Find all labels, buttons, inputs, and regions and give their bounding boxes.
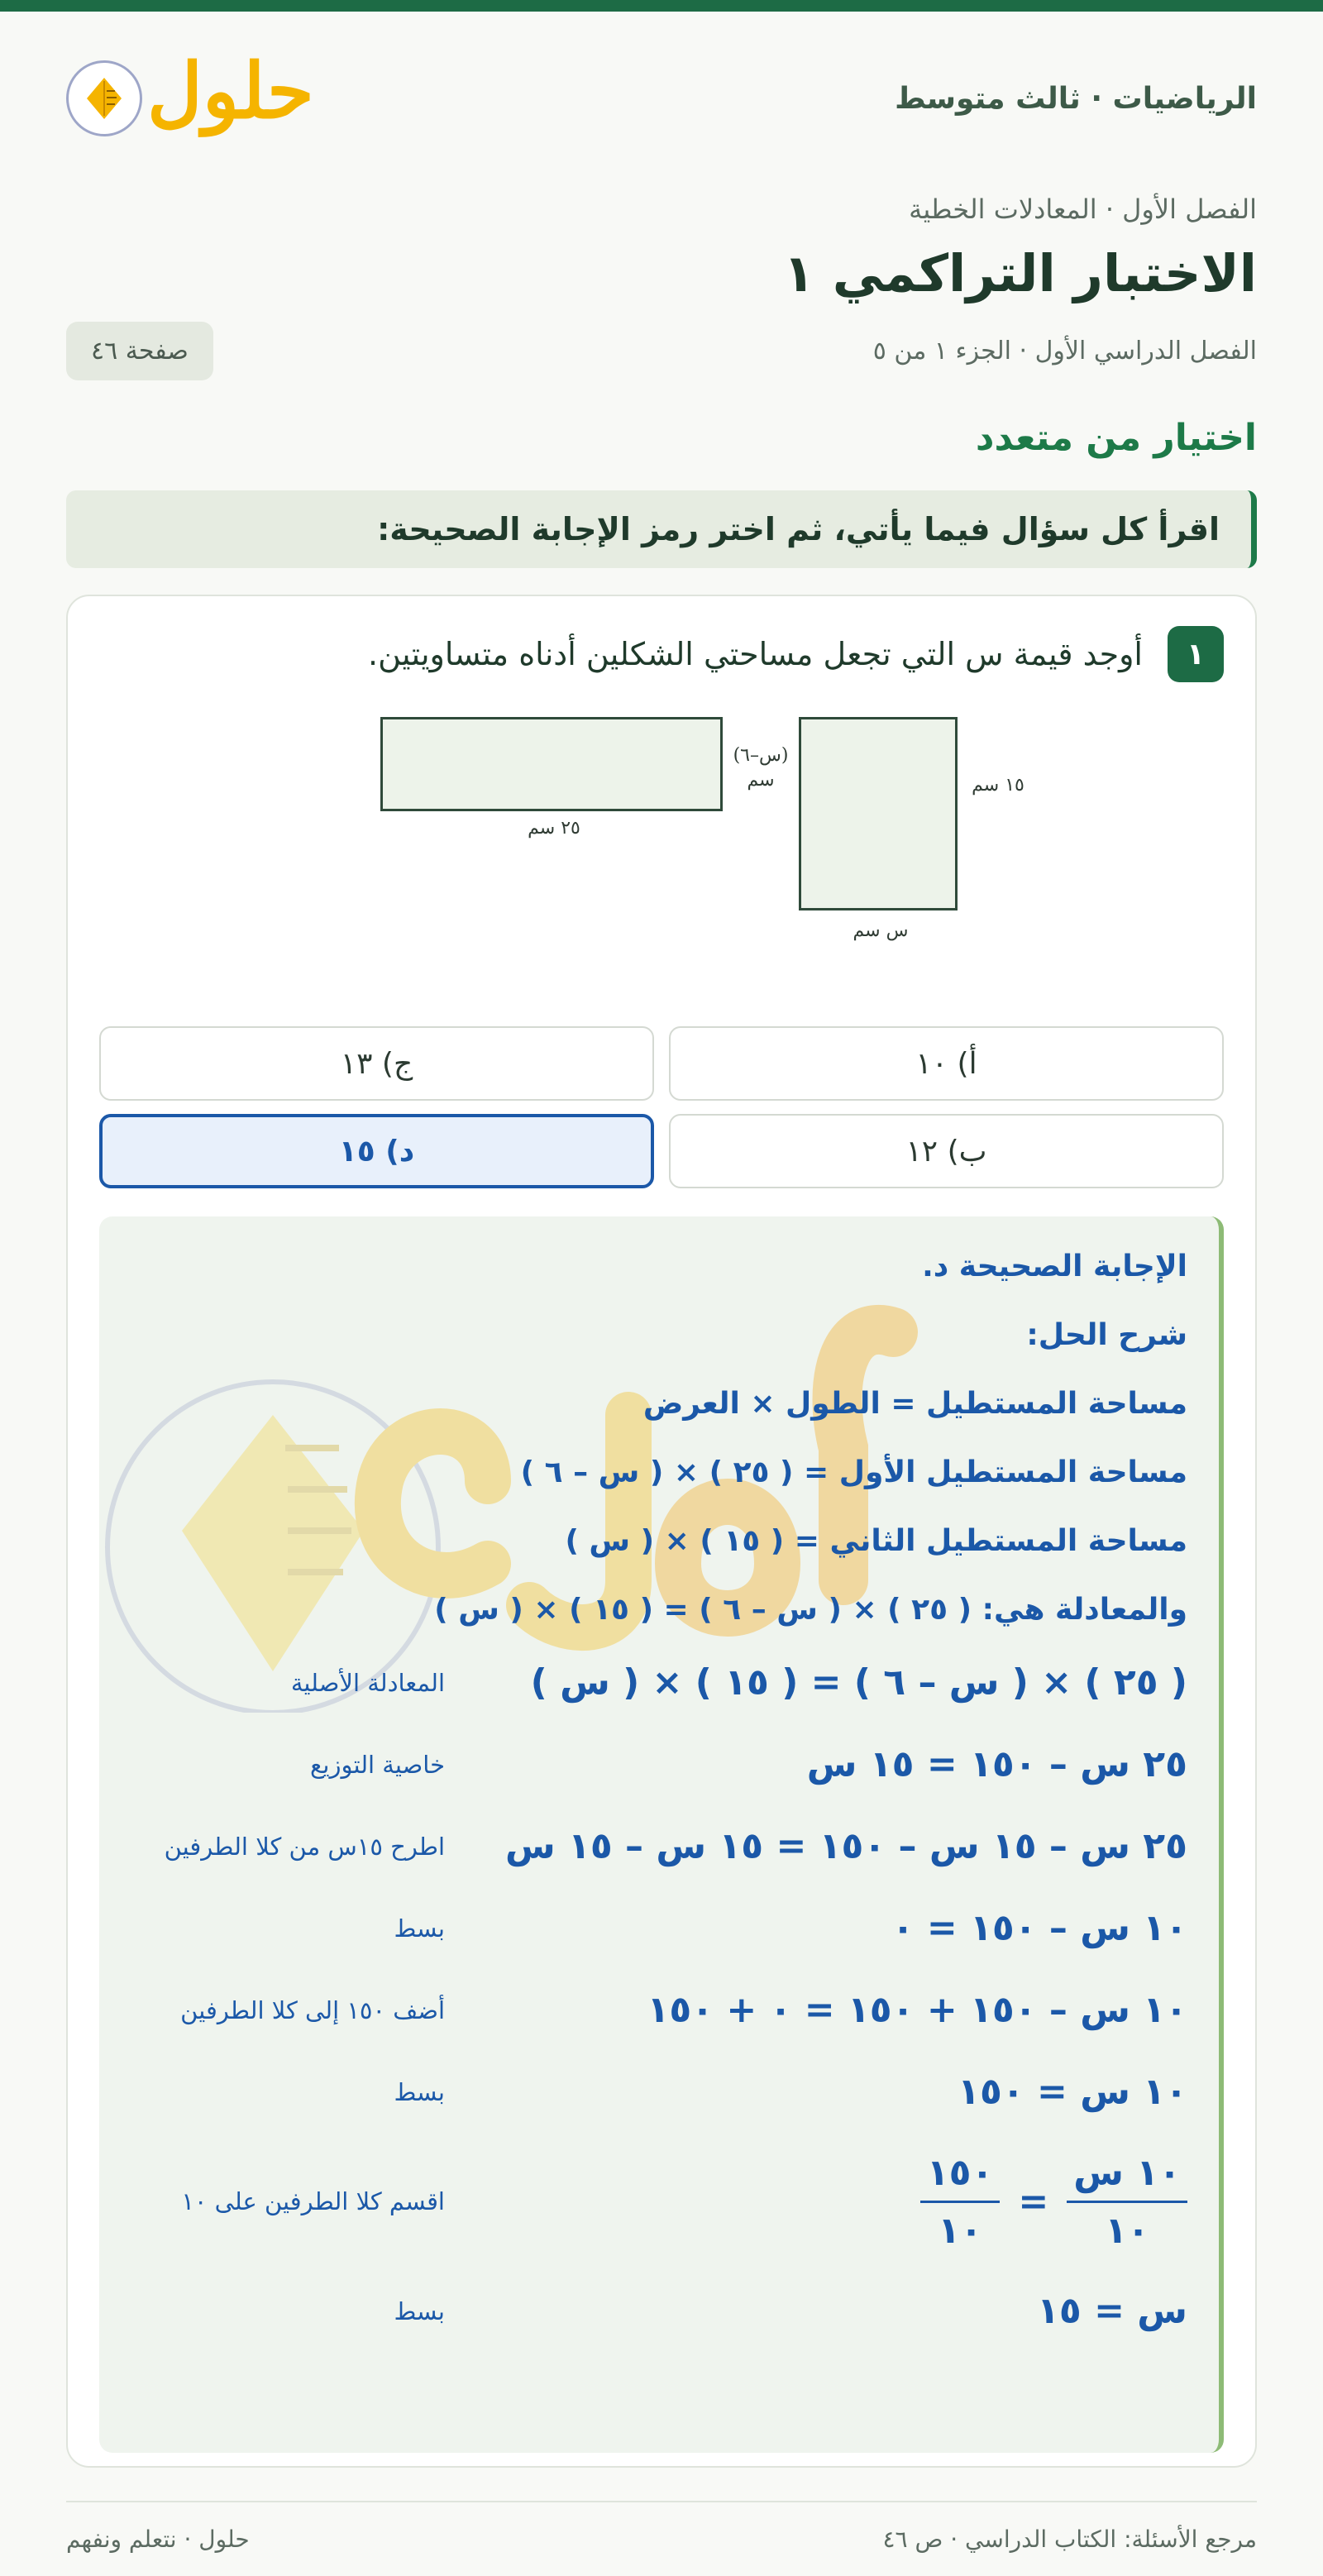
- answer-options: [99, 1026, 1224, 1188]
- correct-answer-line: الإجابة الصحيحة د.: [922, 1250, 1187, 1283]
- step-expression: ( ٢٥ ) × ( س – ٦ ) = ( ١٥ ) × ( س ): [530, 1661, 1187, 1704]
- solution-step: [131, 2051, 1187, 2133]
- solution-step: [131, 1969, 1187, 2051]
- right-denominator: ١٠: [938, 2209, 982, 2252]
- page-content: [0, 12, 1323, 2553]
- step-note: اقسم كلا الطرفين على ١٠: [181, 2187, 445, 2215]
- solution-step: [131, 1723, 1187, 1805]
- step-note: المعادلة الأصلية: [290, 1668, 445, 1697]
- semester-meta: الفصل الدراسي الأول · الجزء ١ من ٥: [872, 337, 1257, 366]
- step-expression: ١٠ س – ١٥٠ = ٠: [891, 1907, 1187, 1949]
- solution-panel: [99, 1216, 1224, 2453]
- left-numerator: ١٠ س: [1067, 2152, 1187, 2203]
- solution-step: [131, 1805, 1187, 1887]
- page-header: [66, 12, 1257, 185]
- rect-wide-height-label-top: (س–٦): [733, 745, 789, 766]
- step-expression: ١٠ س = ١٥٠: [958, 2071, 1187, 2113]
- page-footer: [66, 2501, 1257, 2553]
- section-title: اختيار من متعدد: [975, 417, 1257, 459]
- solution-step-fraction: [131, 2133, 1187, 2270]
- option-c[interactable]: ج) ١٣: [99, 1026, 654, 1101]
- rect-tall-height-label: ١٥ سم: [972, 775, 1024, 796]
- equals-sign: =: [1018, 2180, 1049, 2223]
- step-note: أضف ١٥٠ إلى كلا الطرفين: [180, 1995, 445, 2024]
- chapter-label: الفصل الأول · المعادلات الخطية: [909, 194, 1257, 225]
- footer-brand: حلول · نتعلم ونفهم: [66, 2526, 250, 2553]
- instruction-banner: اقرأ كل سؤال فيما يأتي، ثم اختر رمز الإجابة الصحيحة:: [66, 490, 1257, 568]
- step-note: بسط: [394, 2077, 445, 2106]
- hulul-logo[interactable]: [66, 46, 314, 136]
- logo-wordmark: حلول: [147, 46, 314, 136]
- option-d-selected[interactable]: د) ١٥: [99, 1114, 654, 1188]
- question-header: [99, 626, 1224, 682]
- step-note: بسط: [394, 2296, 445, 2325]
- option-b[interactable]: ب) ١٢: [669, 1114, 1224, 1188]
- subject-label: الرياضيات · ثالث متوسط: [895, 81, 1257, 116]
- rectangles-figure: [99, 699, 1224, 1005]
- top-accent-bar: [0, 0, 1323, 12]
- final-expression: س = ١٥: [1037, 2290, 1187, 2332]
- option-a[interactable]: أ) ١٠: [669, 1026, 1224, 1101]
- page-number-badge: صفحة ٤٦: [66, 322, 213, 380]
- question-card: [66, 595, 1257, 2468]
- footer-reference: مرجع الأسئلة: الكتاب الدراسي · ص ٤٦: [882, 2526, 1257, 2553]
- solution-line-2: مساحة المستطيل الأول = ( ٢٥ ) × ( س – ٦ ): [520, 1455, 1187, 1489]
- step-expression: ٢٥ س – ١٥٠ = ١٥ س: [806, 1743, 1187, 1785]
- rect-wide-width-label: ٢٥ سم: [528, 818, 580, 839]
- step-expression: ١٠ س – ١٥٠ + ١٥٠ = ٠ + ١٥٠: [647, 1989, 1187, 2031]
- question-text: أوجد قيمة س التي تجعل مساحتي الشكلين أدناه متساويتين.: [368, 636, 1143, 672]
- rect-wide-height-label-unit: سم: [747, 770, 775, 791]
- solution-step: [131, 1642, 1187, 1723]
- step-expression: ٢٥ س – ١٥ س – ١٥٠ = ١٥ س – ١٥ س: [504, 1825, 1187, 1867]
- rectangle-tall: [799, 717, 958, 910]
- page-title: الاختبار التراكمي ١: [783, 243, 1257, 303]
- meta-row: [66, 322, 1257, 380]
- left-denominator: ١٠: [1105, 2209, 1149, 2252]
- left-fraction: [1067, 2152, 1187, 2252]
- solution-line-1: مساحة المستطيل = الطول × العرض: [642, 1387, 1187, 1421]
- solution-line-4: والمعادلة هي: ( ٢٥ ) × ( س – ٦ ) = ( ١٥ ) × ( س ): [434, 1593, 1187, 1627]
- step-note: اطرح ١٥س من كلا الطرفين: [164, 1832, 445, 1861]
- book-icon: [66, 60, 142, 136]
- step-note: خاصية التوزيع: [309, 1750, 445, 1779]
- solution-step-final: [131, 2270, 1187, 2352]
- fraction-equation: [920, 2152, 1187, 2252]
- right-numerator: ١٥٠: [920, 2152, 1001, 2203]
- solution-step: [131, 1887, 1187, 1969]
- solution-heading: شرح الحل:: [1026, 1318, 1187, 1352]
- rect-tall-width-label: س سم: [853, 920, 909, 941]
- solution-line-3: مساحة المستطيل الثاني = ( ١٥ ) × ( س ): [565, 1524, 1187, 1558]
- question-number-badge: ١: [1168, 626, 1224, 682]
- right-fraction: [920, 2152, 1001, 2252]
- step-note: بسط: [394, 1914, 445, 1943]
- rectangle-wide: [380, 717, 723, 811]
